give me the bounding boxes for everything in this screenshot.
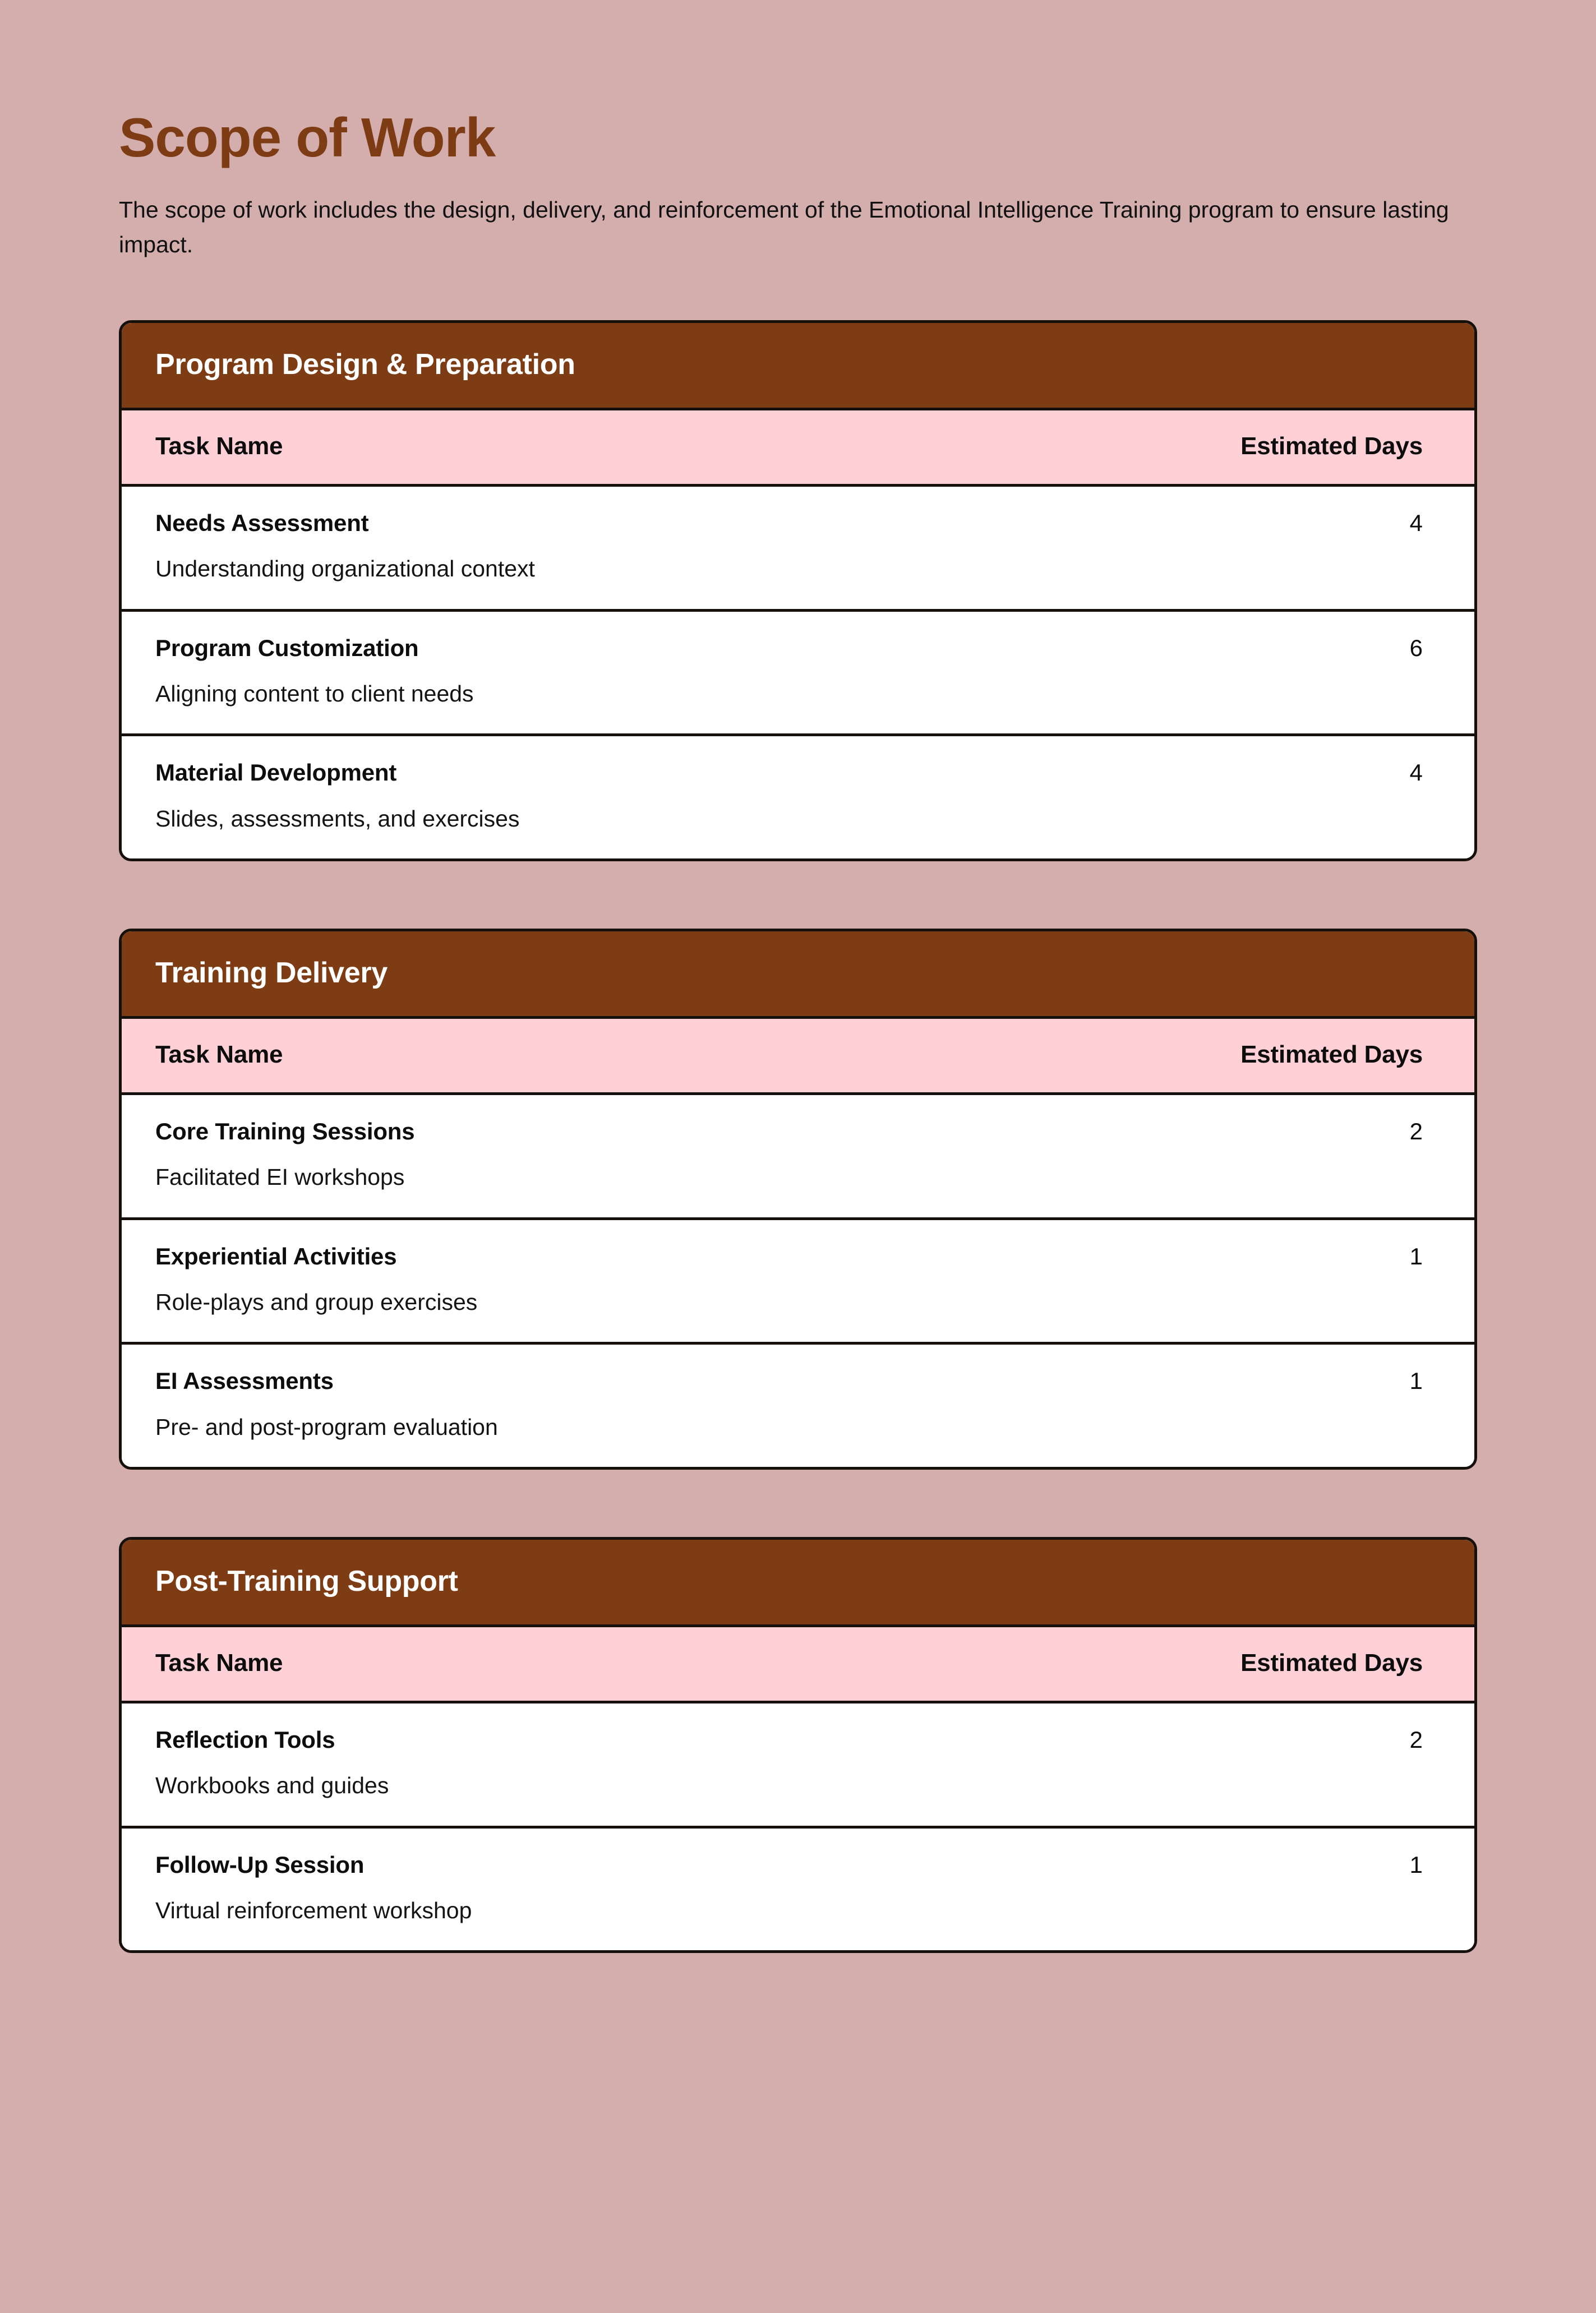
estimated-days-value: 6 [1409, 634, 1423, 661]
estimated-days-value: 1 [1409, 1368, 1423, 1395]
task-description: Slides, assessments, and exercises [155, 805, 520, 832]
estimated-days-value: 2 [1409, 1726, 1423, 1753]
estimated-days-value: 1 [1409, 1243, 1423, 1269]
column-header-estimated-days: Estimated Days [1096, 1018, 1474, 1094]
table-row [122, 1827, 1474, 1950]
page-intro-paragraph: The scope of work includes the design, delivery, and reinforcement of the Emotional Intelligence Training program to ensure lasting impact. [119, 197, 1449, 257]
days-cell [1096, 1702, 1474, 1827]
task-name: Follow-Up Session [155, 1851, 365, 1878]
task-cell [122, 1218, 1096, 1344]
task-description: Understanding organizational context [155, 556, 535, 582]
column-header-estimated-days: Estimated Days [1096, 409, 1474, 486]
section-header-bar [122, 931, 1474, 1016]
tasks-table [122, 1016, 1474, 1467]
table-header-row [122, 1018, 1474, 1094]
section-header-bar [122, 1540, 1474, 1624]
task-name: Needs Assessment [155, 509, 369, 536]
days-cell [1096, 1218, 1474, 1344]
task-cell [122, 1094, 1096, 1219]
section-card-training-delivery [119, 929, 1477, 1470]
column-header-task-name: Task Name [122, 409, 1096, 486]
section-heading: Program Design & Preparation [155, 348, 575, 381]
task-cell [122, 1344, 1096, 1467]
days-cell [1096, 735, 1474, 858]
task-name: Experiential Activities [155, 1243, 397, 1269]
estimated-days-value: 1 [1409, 1851, 1423, 1878]
days-cell [1096, 1344, 1474, 1467]
page-header [119, 0, 1477, 262]
column-header-task-name: Task Name [122, 1018, 1096, 1094]
column-header-task-name: Task Name [122, 1626, 1096, 1702]
tasks-table [122, 408, 1474, 858]
task-description: Aligning content to client needs [155, 681, 474, 707]
estimated-days-value: 4 [1409, 509, 1423, 536]
table-row [122, 1344, 1474, 1467]
task-name: Material Development [155, 759, 397, 786]
estimated-days-value: 4 [1409, 759, 1423, 786]
task-cell [122, 610, 1096, 735]
table-row [122, 1702, 1474, 1827]
section-card-program-design [119, 320, 1477, 861]
table-row [122, 1094, 1474, 1219]
task-name: EI Assessments [155, 1368, 334, 1395]
tasks-table [122, 1624, 1474, 1950]
task-description: Role-plays and group exercises [155, 1289, 478, 1315]
task-name: Program Customization [155, 634, 419, 661]
estimated-days-value: 2 [1409, 1118, 1423, 1145]
task-description: Virtual reinforcement workshop [155, 1898, 472, 1924]
task-cell [122, 1827, 1096, 1950]
days-cell [1096, 610, 1474, 735]
section-heading: Post-Training Support [155, 1565, 458, 1598]
task-cell [122, 1702, 1096, 1827]
table-row [122, 1218, 1474, 1344]
task-cell [122, 735, 1096, 858]
section-card-post-training-support [119, 1537, 1477, 1953]
table-row [122, 610, 1474, 735]
days-cell [1096, 485, 1474, 610]
task-description: Pre- and post-program evaluation [155, 1414, 498, 1440]
section-header-bar [122, 323, 1474, 408]
sections-container [119, 262, 1477, 1953]
days-cell [1096, 1827, 1474, 1950]
task-description: Facilitated EI workshops [155, 1164, 405, 1190]
task-name: Reflection Tools [155, 1726, 335, 1753]
task-description: Workbooks and guides [155, 1772, 389, 1799]
column-header-estimated-days: Estimated Days [1096, 1626, 1474, 1702]
days-cell [1096, 1094, 1474, 1219]
table-row [122, 485, 1474, 610]
table-row [122, 735, 1474, 858]
table-header-row [122, 409, 1474, 486]
page-title: Scope of Work [119, 107, 496, 168]
task-name: Core Training Sessions [155, 1118, 415, 1145]
section-heading: Training Delivery [155, 957, 388, 990]
table-header-row [122, 1626, 1474, 1702]
task-cell [122, 485, 1096, 610]
